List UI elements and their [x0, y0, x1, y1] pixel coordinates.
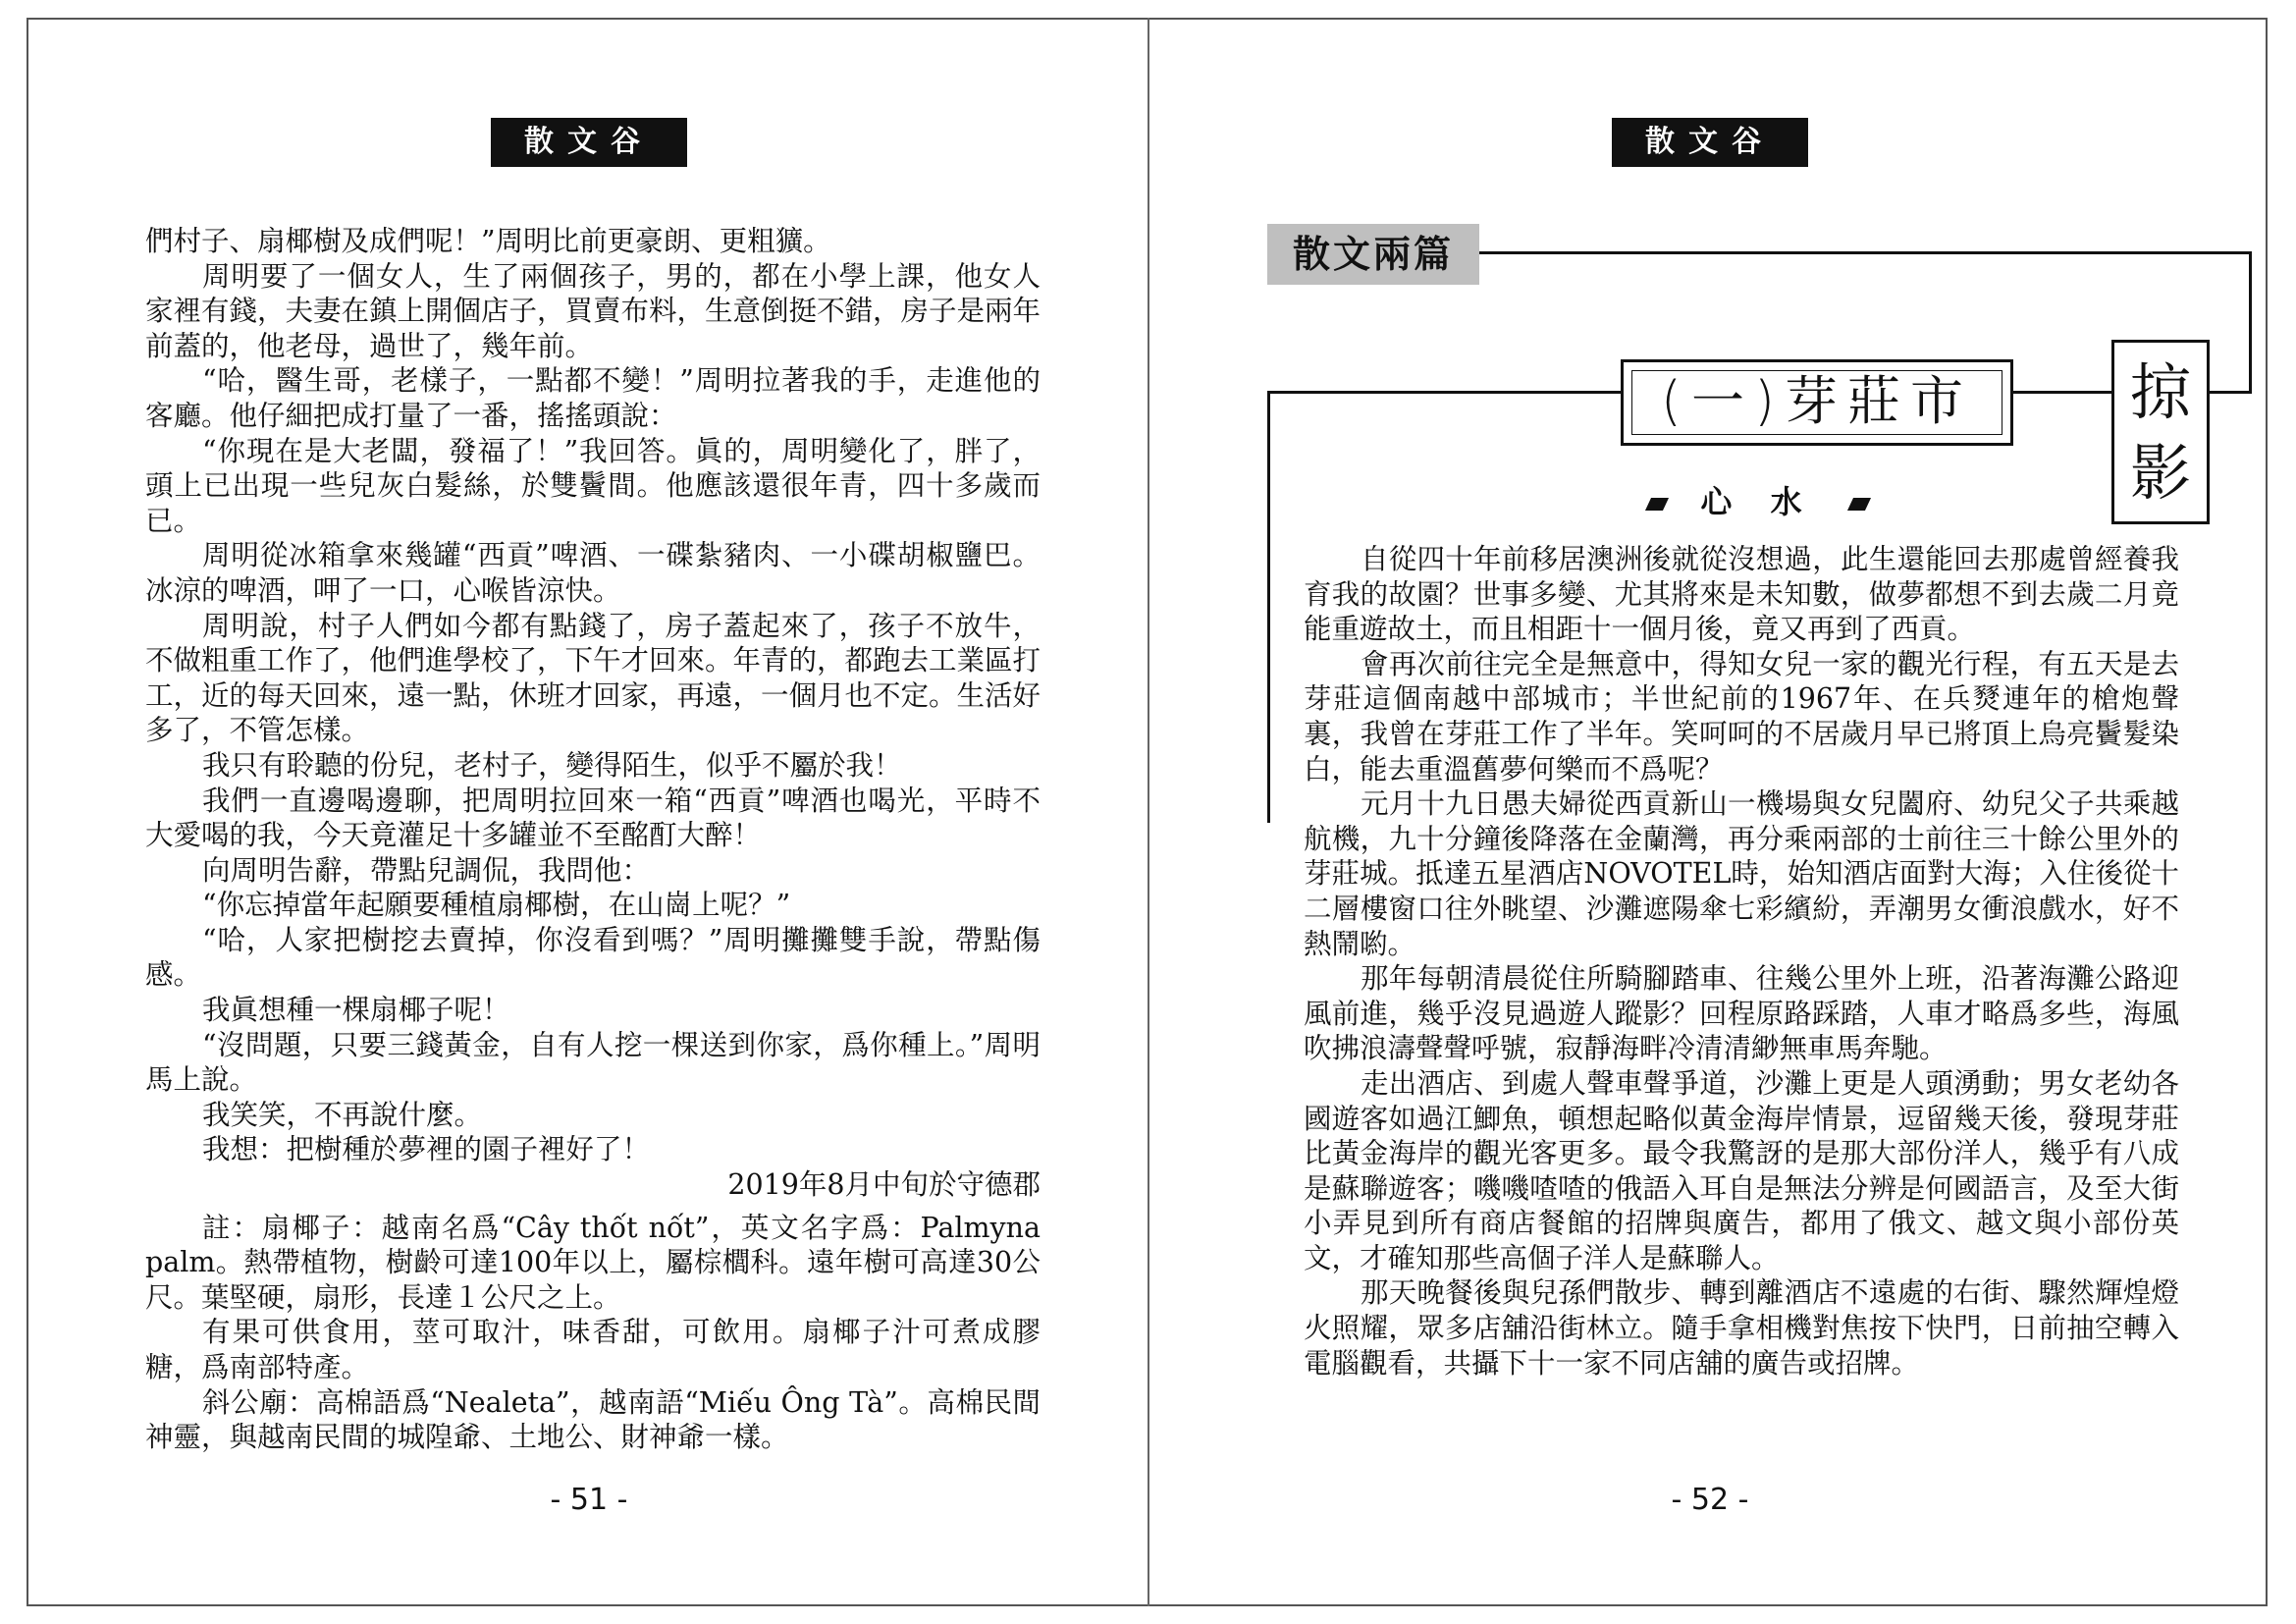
paragraph: 向周明告辭，帶點兒調侃，我問他： [202, 853, 651, 887]
paragraph: 我只有聆聽的份兒，老村子，變得陌生，似乎不屬於我！ [202, 748, 902, 782]
running-header: 散文谷 [491, 118, 687, 167]
frame-line [1267, 391, 1621, 394]
article-title: (一)芽莊市 [1631, 370, 2002, 435]
paragraph: 我想：把樹種於夢裡的園子裡好了！ [202, 1133, 651, 1166]
left-body-text [145, 224, 1041, 1455]
side-label-char: 掠 [2129, 356, 2191, 428]
paragraph: 我眞想種一棵扇椰子呢！ [202, 994, 510, 1027]
paragraph: “你現在是大老闆，發福了！”我回答。眞的，周明變化了，胖了，頭上已出現一些兒灰白髮絲，於雙鬢間。他應該還很年青，四十多歲而已。 [145, 434, 1041, 537]
paragraph: “哈，人家把樹挖去賣掉，你沒看到嗎？”周明攤攤雙手說，帶點傷感。 [145, 923, 1041, 992]
frame-line [2013, 391, 2111, 394]
author-name: 心 水 [1700, 483, 1816, 520]
paragraph: 周明從冰箱拿來幾罐“西貢”啤酒、一碟紮豬肉、一小碟胡椒鹽巴。冰涼的啤酒，呷了一口，心喉皆涼快。 [145, 539, 1041, 607]
page-number: - 51 - [550, 1483, 628, 1517]
paragraph: 們村子、扇椰樹及成們呢！”周明比前更豪朗、更粗獷。 [145, 225, 831, 257]
paragraph: 走出酒店、到處人聲車聲爭道，沙灘上更是人頭湧動；男女老幼各國遊客如過江鯽魚，頓想起略似黃金海岸情景，逗留幾天後，發現芽莊比黃金海岸的觀光客更多。最令我驚訝的是那大部份洋人，幾乎有八成是蘇聯遊客；嘰嘰喳喳的俄語入耳自是無法分辨是何國語言，及至大街小弄見到所有商店餐館的招牌與廣告，都用了俄文、越文與小部份英文，才確知那些高個子洋人是蘇聯人。 [1304, 1066, 2179, 1274]
paragraph: “沒問題，只要三錢黃金，自有人挖一棵送到你家，爲你種上。”周明馬上說。 [145, 1028, 1041, 1097]
running-header: 散文谷 [1612, 118, 1808, 167]
footnote: 註：扇椰子：越南名爲“Cây thốt nốt”，英文名字爲：Palmyna palm。熱帶植物，樹齡可達100年以上，屬棕櫚科。遠年樹可高達30公尺。葉堅硬，扇形，長達１公尺之上。 [145, 1211, 1041, 1314]
side-label-char: 影 [2129, 437, 2191, 509]
paragraph: 會再次前往完全是無意中，得知女兒一家的觀光行程，有五天是去芽莊這個南越中部城市；半世紀前的1967年、在兵燹連年的槍炮聲裏，我曾在芽莊工作了半年。笑呵呵的不居歲月早已將頂上烏亮鬢髮染白，能去重溫舊夢何樂而不爲呢？ [1304, 647, 2179, 785]
frame-line [1479, 251, 2252, 254]
frame-line [2210, 391, 2252, 394]
author-mark-icon [1847, 498, 1871, 511]
frame-line [1267, 391, 1270, 823]
footnote: 有果可供食用，莖可取汁，味香甜，可飲用。扇椰子汁可煮成膠糖，爲南部特產。 [145, 1316, 1041, 1383]
paragraph: 自從四十年前移居澳洲後就從沒想過，此生還能回去那處曾經養我育我的故園？世事多變、尤其將來是未知數，做夢都想不到去歲二月竟能重遊故土，而且相距十一個月後，竟又再到了西貢。 [1304, 543, 2179, 646]
paragraph: 我笑笑，不再說什麼。 [202, 1098, 483, 1131]
paragraph: 周明要了一個女人，生了兩個孩子，男的，都在小學上課，他女人家裡有錢，夫妻在鎮上開個店子，買賣布料，生意倒挺不錯，房子是兩年前蓋的，他老母，過世了，幾年前。 [145, 259, 1041, 362]
date-line: 2019年8月中旬於守德郡 [727, 1168, 1041, 1202]
frame-line [2249, 251, 2252, 394]
title-block [1267, 251, 2249, 546]
paragraph: 周明說，村子人們如今都有點錢了，房子蓋起來了，孩子不放牛，不做粗重工作了，他們進學校了，下午才回來。年青的，都跑去工業區打工，近的每天回來，遠一點，休班才回家，再遠，一個月也不定。生活好多了，不管怎樣。 [145, 609, 1041, 747]
paragraph: 那天晚餐後與兒孫們散步、轉到離酒店不遠處的右街、驟然輝煌燈火照耀，眾多店舖沿街林立。隨手拿相機對焦按下快門，日前抽空轉入電腦觀看，共攝下十一家不同店舖的廣告或招牌。 [1304, 1276, 2179, 1380]
paragraph: 元月十九日愚夫婦從西貢新山一機場與女兒闔府、幼兒父子共乘越航機，九十分鐘後降落在金蘭灣，再分乘兩部的士前往三十餘公里外的芽莊城。抵達五星酒店NOVOTEL時，始知酒店面對大海；入住後從十二層樓窗口往外眺望、沙灘遮陽傘七彩繽紛，弄潮男女衝浪戲水，好不熱鬧喲。 [1304, 787, 2179, 960]
paragraph: 我們一直邊喝邊聊，把周明拉回來一箱“西貢”啤酒也喝光，平時不大愛喝的我，今天竟灌足十多罐並不至酩酊大醉！ [145, 784, 1041, 852]
article-title-box [1621, 359, 2013, 446]
right-body-text [1304, 542, 2179, 1380]
author-line [1267, 477, 2249, 522]
section-label: 散文兩篇 [1267, 224, 1479, 285]
footnote: 斜公廟：高棉語爲“Nealeta”，越南語“Miếu Ông Tà”。高棉民間神靈，與越南民間的城隍爺、土地公、財神爺一樣。 [145, 1385, 1041, 1454]
page-number: - 52 - [1671, 1483, 1749, 1517]
paragraph: 那年每朝清晨從住所騎腳踏車、往幾公里外上班，沿著海灘公路迎風前進，幾乎沒見過遊人蹤影？回程原路踩踏，人車才略爲多些，海風吹拂浪濤聲聲呼號，寂靜海畔冷清清緲無車馬奔馳。 [1304, 962, 2179, 1065]
right-page [1149, 0, 2296, 1624]
paragraph: “哈，醫生哥，老樣子，一點都不變！”周明拉著我的手，走進他的客廳。他仔細把成打量了一番，搖搖頭說： [145, 364, 1041, 432]
paragraph: “你忘掉當年起願要種植扇椰樹，在山崗上呢？” [202, 889, 791, 922]
author-mark-icon [1645, 498, 1669, 511]
